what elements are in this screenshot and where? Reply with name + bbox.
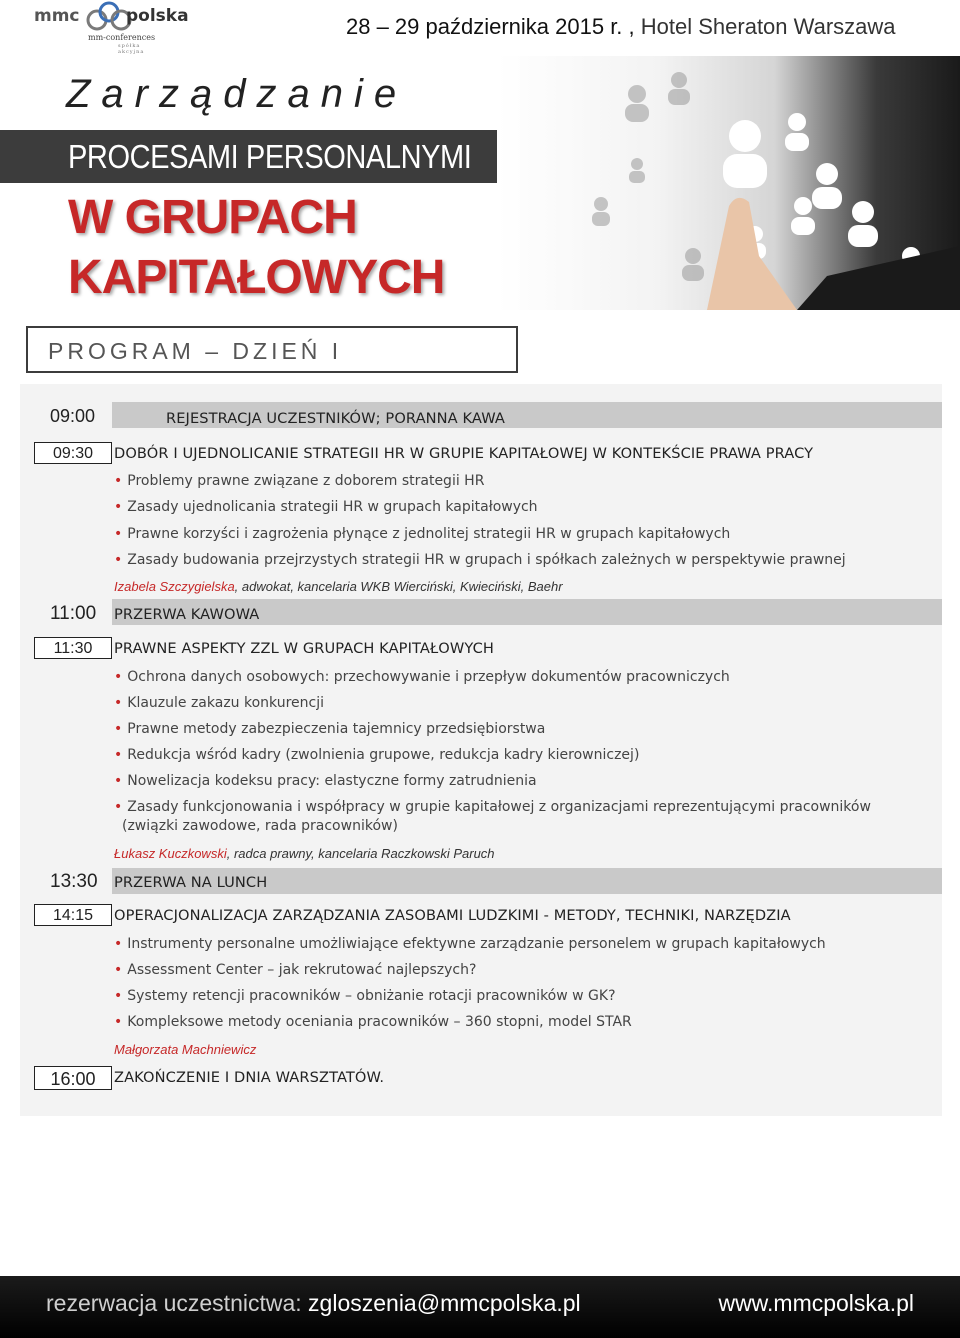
event-venue: Hotel Sheraton Warszawa <box>634 14 896 39</box>
title-line-2: PROCESAMI PERSONALNYMI <box>68 138 472 175</box>
footer-email-link[interactable]: zgloszenia@mmcpolska.pl <box>308 1290 581 1316</box>
list-item: • Redukcja wśród kadry (zwolnienia grupowe, redukcja kadry kierowniczej) <box>114 747 640 763</box>
session-title: ZAKOŃCZENIE I DNIA WARSZTATÓW. <box>114 1069 385 1086</box>
footer-contact <box>46 1290 581 1317</box>
list-item: • Ochrona danych osobowych: przechowywanie i przepływ dokumentów pracowniczych <box>114 669 730 685</box>
logo-subtitle-small: spółka akcyjna <box>118 43 145 55</box>
session-title: PRZERWA KAWOWA <box>114 606 260 623</box>
list-item: • Zasady budowania przejrzystych strategii HR w grupach i spółkach zależnych w perspektywie prawnej <box>114 552 846 568</box>
session-time: 14:15 <box>34 904 112 926</box>
schedule-panel <box>20 384 942 1116</box>
list-item-continuation: (związki zawodowe, rada pracowników) <box>122 818 398 834</box>
event-date-venue <box>346 14 896 40</box>
list-item: • Instrumenty personalne umożliwiające efektywne zarządzanie personelem w grupach kapitałowych <box>114 936 826 952</box>
list-item: • Assessment Center – jak rekrutować najlepszych? <box>114 962 477 978</box>
speaker <box>114 1042 256 1057</box>
speaker: Łukasz Kuczkowski, radca prawny, kancelaria Raczkowski Paruch <box>114 846 495 861</box>
speaker-name: Małgorzata Machniewicz <box>114 1042 257 1057</box>
list-item: • Prawne korzyści i zagrożenia płynące z jednolitej strategii HR w grupach kapitałowych <box>114 526 731 542</box>
speaker-name: Łukasz Kuczkowski <box>114 846 227 861</box>
program-day-box <box>26 326 518 373</box>
footer-website-link[interactable]: www.mmcpolska.pl <box>718 1290 914 1316</box>
hero-photo <box>497 56 960 310</box>
logo-word-left: mmc <box>34 6 80 26</box>
session-title: REJESTRACJA UCZESTNIKÓW; PORANNA KAWA <box>166 410 506 427</box>
title-line-4: KAPITAŁOWYCH <box>68 251 445 304</box>
session-time: 09:00 <box>50 406 96 426</box>
session-title: DOBÓR I UJEDNOLICANIE STRATEGII HR W GRUPIE KAPITAŁOWEJ W KONTEKŚCIE PRAWA PRACY <box>114 445 814 462</box>
session-title: OPERACJONALIZACJA ZARZĄDZANIA ZASOBAMI LUDZKIMI - METODY, TECHNIKI, NARZĘDZIA <box>114 907 791 924</box>
list-item: • Zasady ujednolicania strategii HR w grupach kapitałowych <box>114 499 538 515</box>
session-time: 16:00 <box>34 1066 112 1090</box>
title-line-3: W GRUPACH <box>68 191 357 244</box>
speaker: Izabela Szczygielska, adwokat, kancelaria WKB Wierciński, Kwieciński, Baehr <box>114 579 563 594</box>
title-bar <box>0 130 497 183</box>
list-item: • Klauzule zakazu konkurencji <box>114 695 325 711</box>
footer-contact-label: rezerwacja uczestnictwa: <box>46 1290 309 1316</box>
logo-subtitle: mm-conferences <box>88 33 156 42</box>
speaker-name: Izabela Szczygielska <box>114 579 235 594</box>
session-time: 13:30 <box>50 871 98 892</box>
mmc-polska-logo <box>34 4 189 55</box>
list-item: • Kompleksowe metody oceniania pracowników – 360 stopni, model STAR <box>114 1014 632 1030</box>
session-time: 11:00 <box>50 603 97 624</box>
program-day-label: PROGRAM – DZIEŃ I <box>48 338 343 364</box>
session-title: PRZERWA NA LUNCH <box>114 874 268 891</box>
logo-word-right: polska <box>126 6 189 26</box>
list-item: • Prawne metody zabezpieczenia tajemnicy przedsiębiorstwa <box>114 721 546 737</box>
session-time: 09:30 <box>34 442 112 464</box>
footer <box>0 1276 960 1338</box>
list-item: • Zasady funkcjonowania i współpracy w grupie kapitałowej z organizacjami reprezentującymi pracowników <box>114 799 871 815</box>
title-line-1: Zarządzanie <box>66 72 408 116</box>
list-item: • Problemy prawne związane z doborem strategii HR <box>114 473 485 489</box>
session-title: PRAWNE ASPEKTY ZZL W GRUPACH KAPITAŁOWYCH <box>114 640 494 657</box>
session-time: 11:30 <box>34 637 112 659</box>
list-item: • Nowelizacja kodeksu pracy: elastyczne formy zatrudnienia <box>114 773 537 789</box>
list-item: • Systemy retencji pracowników – obniżanie rotacji pracowników w GK? <box>114 988 616 1004</box>
people-network-illustration <box>497 56 960 310</box>
event-date: 28 – 29 października 2015 r. , <box>346 14 635 39</box>
